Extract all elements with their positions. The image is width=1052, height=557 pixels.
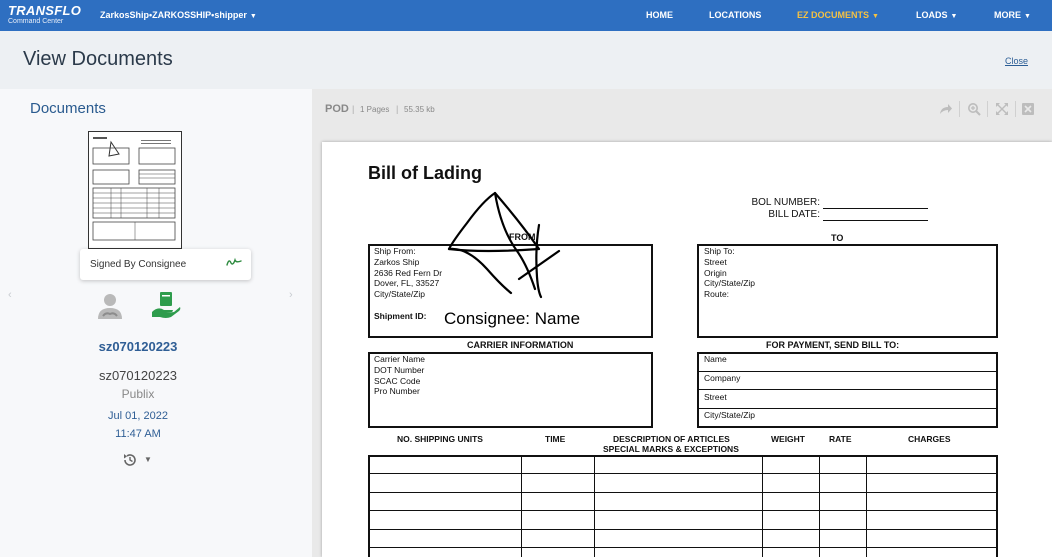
zoom-in-icon[interactable] [967,102,981,116]
bol-number-line [823,208,928,209]
user-icon[interactable] [95,291,125,321]
payment-row-divider [699,389,996,390]
column-time: TIME [545,434,566,444]
documents-heading: Documents [30,100,106,117]
nav-locations[interactable] [709,10,761,20]
tooltip-text: Signed By Consignee [90,259,187,270]
ship-from-line: City/State/Zip [374,289,426,300]
close-link[interactable]: Close [1004,56,1028,66]
document-thumbnail[interactable] [88,131,182,249]
handwritten-signature [443,189,563,301]
nav-ez-documents[interactable] [797,10,879,20]
history-dropdown-caret-icon[interactable]: ▼ [144,455,152,464]
from-label: FROM [509,232,536,242]
history-icon[interactable] [122,452,138,468]
chevron-down-icon: ▼ [1024,13,1031,20]
ship-from-line: Ship From: [374,246,416,256]
ship-to-line: Street [704,256,727,267]
logo-wordmark: TRANSFLO [8,3,82,18]
bill-date-label: BILL DATE: [768,209,820,220]
close-icon[interactable] [1021,102,1035,116]
ship-to-line: Ship To: [704,246,735,256]
table-row [370,510,996,511]
ship-to-line: Route: [704,289,730,300]
table-row [370,473,996,474]
fullscreen-icon[interactable] [995,102,1009,116]
table-row [370,547,996,548]
column-special-marks: SPECIAL MARKS & EXCEPTIONS [603,444,739,454]
payment-city-state-zip: City/State/Zip [704,410,756,420]
nav-home[interactable] [646,10,673,20]
nav-loads-label: LOADS [916,10,948,20]
chevron-down-icon: ▼ [950,13,958,20]
next-document-arrow[interactable]: › [289,289,293,301]
documents-panel [0,89,312,557]
nav-ez-documents-label: EZ DOCUMENTS [797,10,869,20]
payment-name: Name [704,354,727,364]
ship-from-line: Dover, FL, 33527 [374,278,440,289]
document-type: POD [325,103,349,115]
column-charges: CHARGES [908,434,951,444]
page-header [0,31,1052,89]
signature-icon [226,257,242,267]
table-row [370,492,996,493]
payment-row-divider [699,408,996,409]
nav-more[interactable] [994,10,1031,20]
account-label: ZarkosShip•ZARKOSSHIP•shipper [100,10,247,20]
nav-home-label: HOME [646,10,673,20]
previous-document-arrow[interactable]: ‹ [8,289,12,301]
toolbar-separator: | [352,104,355,114]
column-description: DESCRIPTION OF ARTICLES [613,434,730,444]
table-column-line [866,457,867,557]
viewer-toolbar [312,89,1052,129]
ship-to-text [704,246,755,300]
ship-to-line: City/State/Zip [704,278,756,289]
table-column-line [521,457,522,557]
ship-to-line: Origin [704,267,727,278]
ship-from-line: 2636 Red Fern Dr [374,267,443,278]
chevron-down-icon: ▼ [872,13,879,20]
consignee-overlay: Consignee: Name [444,309,581,328]
pdf-page [322,142,1052,557]
nav-locations-label: LOCATIONS [709,10,762,20]
column-weight: WEIGHT [771,434,805,444]
file-size: 55.35 kb [404,105,435,114]
bill-date-line [823,220,928,221]
transflo-logo[interactable] [8,4,81,25]
chevron-down-icon: ▼ [249,13,257,20]
carrier-text [374,354,425,397]
table-row [370,529,996,530]
nav-loads[interactable] [916,10,957,20]
column-units: NO. SHIPPING UNITS [397,434,483,444]
account-switcher[interactable] [100,10,257,20]
shipping-table [368,455,998,557]
carrier-line: DOT Number [374,364,425,375]
document-id: sz070120223 [98,368,178,383]
document-date: Jul 01, 2022 [108,410,168,422]
toolbar-divider [959,101,960,117]
table-column-line [594,457,595,557]
logo-subtitle: Command Center [8,18,64,25]
ship-from-text [374,246,442,300]
payment-company: Company [704,373,741,383]
ship-from-line: Zarkos Ship [374,256,420,267]
nav-more-label: MORE [994,10,1021,20]
carrier-line: SCAC Code [374,375,421,386]
toolbar-divider [987,101,988,117]
carrier-line: Pro Number [374,386,420,397]
carrier-info-header: CARRIER INFORMATION [467,340,574,350]
signed-document-icon[interactable] [150,290,182,320]
column-rate: RATE [829,434,852,444]
table-column-line [819,457,820,557]
thumbnail-preview-icon [91,134,179,246]
page-title: View Documents [23,48,173,70]
toolbar-divider [1015,101,1016,117]
share-icon[interactable] [939,102,953,116]
table-column-line [762,457,763,557]
bol-number-label: BOL NUMBER: [751,197,820,208]
to-label: TO [831,233,844,243]
top-navigation-bar [0,0,1052,31]
toolbar-separator: | [396,104,399,114]
document-viewer [312,89,1052,557]
payment-row-divider [699,371,996,372]
document-id-link[interactable]: sz070120223 [98,339,178,354]
document-company: Publix [121,387,155,401]
payment-header: FOR PAYMENT, SEND BILL TO: [766,340,900,350]
shipment-id-label: Shipment ID: [374,311,427,321]
page-count: 1 Pages [360,105,390,114]
document-time: 11:47 AM [115,428,161,440]
carrier-line: Carrier Name [374,354,426,364]
payment-street: Street [704,392,727,402]
bol-title: Bill of Lading [368,163,482,183]
